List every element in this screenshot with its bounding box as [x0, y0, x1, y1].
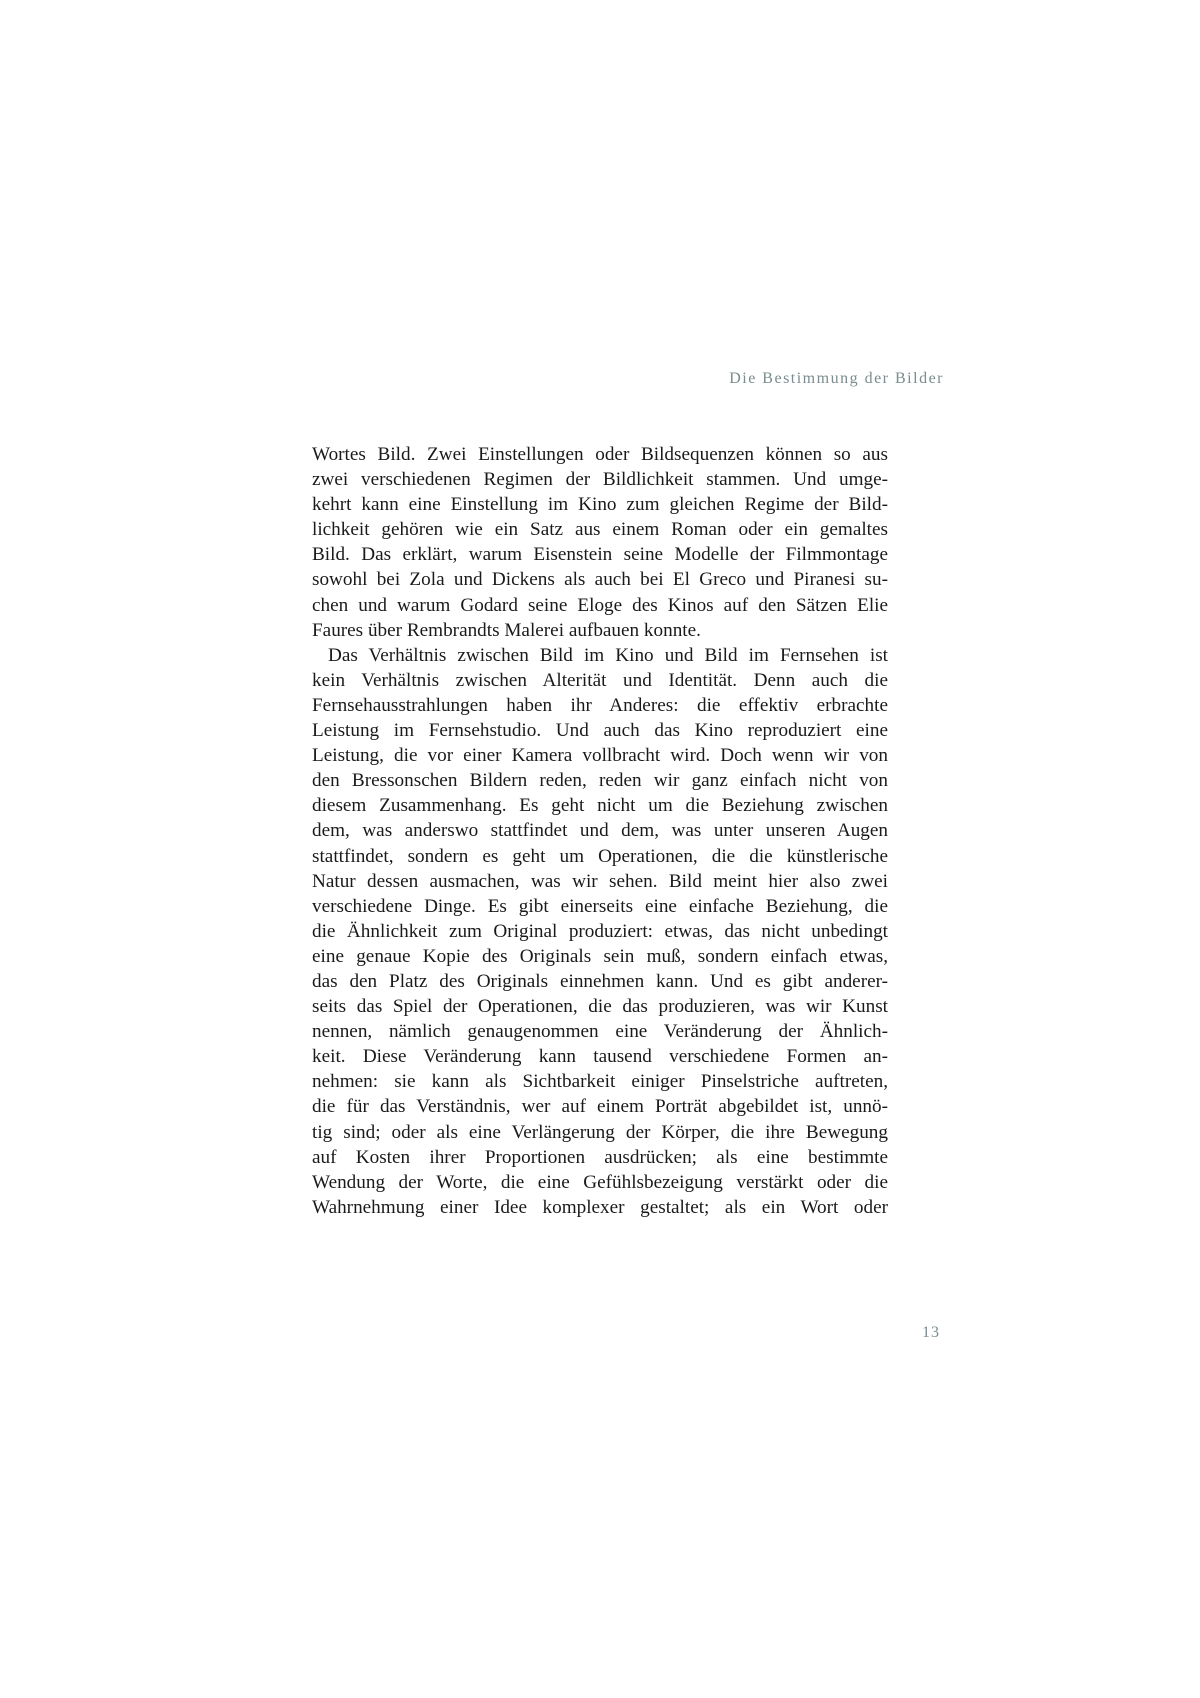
paragraph-2: [312, 643, 888, 1220]
text-line: lichkeit gehören wie ein Satz aus einem Roman oder ein gemaltes: [312, 519, 888, 541]
text-line: Fernsehausstrahlungen haben ihr Anderes: die effektiv erbrachte: [312, 694, 888, 716]
running-head: Die Bestimmung der Bilder: [729, 370, 944, 387]
text-line: Wahrnehmung einer Idee komplexer gestaltet; als ein Wort oder: [312, 1196, 888, 1218]
text-line: stattfindet, sondern es geht um Operationen, die die künstlerische: [312, 845, 888, 867]
text-line: zwei verschiedenen Regimen der Bildlichkeit stammen. Und umge-: [312, 469, 888, 491]
text-line: Wendung der Worte, die eine Gefühlsbezeigung verstärkt oder die: [312, 1171, 888, 1193]
text-line: die Ähnlichkeit zum Original produziert: etwas, das nicht unbedingt: [312, 920, 888, 942]
text-line: Das Verhältnis zwischen Bild im Kino und Bild im Fernsehen ist: [328, 644, 888, 666]
text-line: Leistung, die vor einer Kamera vollbracht wird. Doch wenn wir von: [312, 745, 888, 767]
text-line: nennen, nämlich genaugenommen eine Veränderung der Ähnlich-: [312, 1021, 888, 1043]
text-line: eine genaue Kopie des Originals sein muß, sondern einfach etwas,: [312, 945, 888, 967]
text-line: diesem Zusammenhang. Es geht nicht um die Beziehung zwischen: [312, 795, 888, 817]
text-line: Natur dessen ausmachen, was wir sehen. Bild meint hier also zwei: [312, 870, 888, 892]
text-line: sowohl bei Zola und Dickens als auch bei El Greco und Piranesi su-: [312, 569, 888, 591]
text-line: dem, was anderswo stattfindet und dem, was unter unseren Augen: [312, 820, 888, 842]
text-line: tig sind; oder als eine Verlängerung der Körper, die ihre Bewegung: [312, 1121, 888, 1143]
body-text: [312, 442, 888, 1220]
text-line: verschiedene Dinge. Es gibt einerseits eine einfache Beziehung, die: [312, 895, 888, 917]
page-number: 13: [922, 1324, 940, 1341]
text-line: Faures über Rembrandts Malerei aufbauen konnte.: [312, 619, 701, 641]
text-line: Wortes Bild. Zwei Einstellungen oder Bildsequenzen können so aus: [312, 444, 888, 465]
paragraph-1: [312, 442, 888, 643]
text-line: seits das Spiel der Operationen, die das produzieren, was wir Kunst: [312, 996, 888, 1018]
text-line: das den Platz des Originals einnehmen kann. Und es gibt anderer-: [312, 970, 888, 992]
text-line: Leistung im Fernsehstudio. Und auch das Kino reproduziert eine: [312, 720, 888, 742]
text-line: kehrt kann eine Einstellung im Kino zum gleichen Regime der Bild-: [312, 494, 888, 516]
text-line: chen und warum Godard seine Eloge des Kinos auf den Sätzen Elie: [312, 594, 888, 616]
text-line: nehmen: sie kann als Sichtbarkeit einiger Pinselstriche auftreten,: [312, 1071, 888, 1093]
text-line: kein Verhältnis zwischen Alterität und Identität. Denn auch die: [312, 669, 888, 691]
text-line: den Bressonschen Bildern reden, reden wir ganz einfach nicht von: [312, 770, 888, 792]
text-line: auf Kosten ihrer Proportionen ausdrücken; als eine bestimmte: [312, 1146, 888, 1168]
text-line: die für das Verständnis, wer auf einem Porträt abgebildet ist, unnö-: [312, 1096, 888, 1118]
text-line: keit. Diese Veränderung kann tausend verschiedene Formen an-: [312, 1046, 888, 1068]
text-line: Bild. Das erklärt, warum Eisenstein seine Modelle der Filmmontage: [312, 544, 888, 566]
